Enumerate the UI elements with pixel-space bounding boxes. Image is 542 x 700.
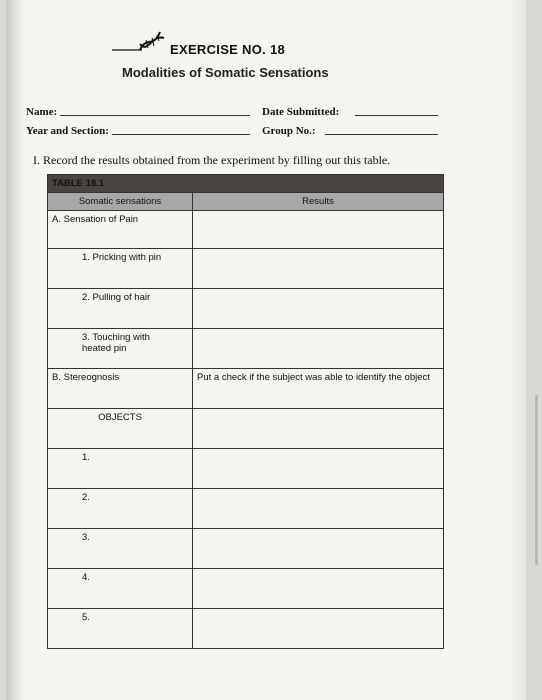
year-section-label: Year and Section: xyxy=(26,125,109,137)
date-submitted-field[interactable] xyxy=(355,115,438,116)
result-cell[interactable] xyxy=(193,211,444,249)
pain-item-2: 2. Pulling of hair xyxy=(48,289,193,329)
dna-icon xyxy=(112,26,170,56)
section-a-label: A. Sensation of Pain xyxy=(48,211,193,249)
group-no-field[interactable] xyxy=(325,134,438,135)
group-no-label: Group No.: xyxy=(262,125,316,137)
results-table xyxy=(47,174,444,649)
table-row xyxy=(48,609,444,649)
result-cell[interactable] xyxy=(193,409,444,449)
table-row xyxy=(48,489,444,529)
table-row xyxy=(48,289,444,329)
table-row xyxy=(48,569,444,609)
result-cell[interactable] xyxy=(193,529,444,569)
object-5: 5. xyxy=(48,609,193,649)
object-3: 3. xyxy=(48,529,193,569)
result-cell[interactable] xyxy=(193,449,444,489)
object-4: 4. xyxy=(48,569,193,609)
table-row xyxy=(48,249,444,289)
col-sensation-header: Somatic sensations xyxy=(48,193,193,211)
date-submitted-label: Date Submitted: xyxy=(262,106,340,118)
section-b-result-note: Put a check if the subject was able to identify the object xyxy=(193,369,444,409)
result-cell[interactable] xyxy=(193,609,444,649)
exercise-subtitle: Modalities of Somatic Sensations xyxy=(122,65,329,80)
object-2: 2. xyxy=(48,489,193,529)
name-field[interactable] xyxy=(60,115,250,116)
pain-item-1: 1. Pricking with pin xyxy=(48,249,193,289)
year-section-field[interactable] xyxy=(112,134,250,135)
exercise-title: EXERCISE NO. 18 xyxy=(170,42,286,57)
table-label: TABLE 18.1 xyxy=(48,175,444,193)
object-1: 1. xyxy=(48,449,193,489)
name-label: Name: xyxy=(26,106,58,118)
table-row xyxy=(48,529,444,569)
instruction-text: I. Record the results obtained from the experiment by filling out this table. xyxy=(33,153,391,167)
table-row xyxy=(48,449,444,489)
result-cell[interactable] xyxy=(193,569,444,609)
result-cell[interactable] xyxy=(193,489,444,529)
table-row xyxy=(48,369,444,409)
result-cell[interactable] xyxy=(193,329,444,369)
col-results-header: Results xyxy=(193,193,444,211)
pain-item-3: 3. Touching with heated pin xyxy=(48,329,193,369)
objects-label: OBJECTS xyxy=(48,409,193,449)
table-row xyxy=(48,409,444,449)
table-row xyxy=(48,211,444,249)
result-cell[interactable] xyxy=(193,289,444,329)
result-cell[interactable] xyxy=(193,249,444,289)
section-b-label: B. Stereognosis xyxy=(48,369,193,409)
scrollbar[interactable] xyxy=(535,395,538,565)
column-header-row xyxy=(48,193,444,211)
table-header-row xyxy=(48,175,444,193)
table-row xyxy=(48,329,444,369)
